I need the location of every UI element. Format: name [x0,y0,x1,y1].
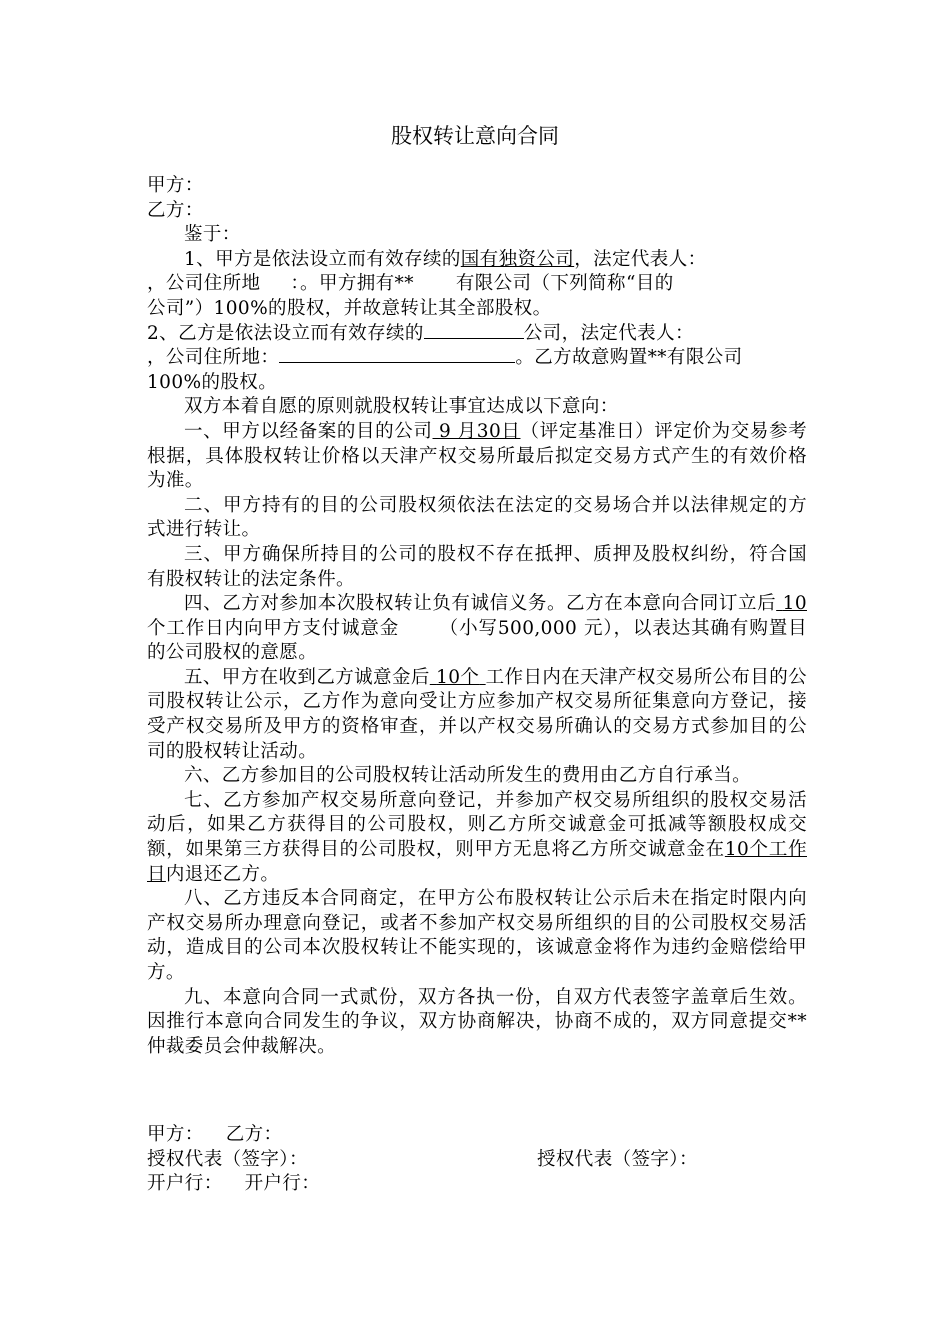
recital-1-line3: 公司”）100%的股权，并故意转让其全部股权。 [147,297,552,319]
clause-6: 六、乙方参加目的公司股权转让活动所发生的费用由乙方自行承当。 [184,765,752,787]
party-b-line: 乙方： [147,199,204,221]
recital-1-line2: ，公司住所地 ：。甲方拥有** 有限公司（下列简称“目的 [147,273,674,295]
document-title: 股权转让意向合同 [391,124,559,148]
recital-1: 1、甲方是依法设立而有效存续的国有独资公司，法定代表人： [184,248,707,270]
payment-days: 10 [782,593,807,615]
intro-line: 双方本着自愿的原则就股权转让事宜达成以下意向： [184,396,619,418]
clause-8: 八、乙方违反本合同商定，在甲方公布股权转让公示后未在指定时限内向产权交易所办理意向登记，或者不参加产权交易所组织的目的公司股权交易活动，造成目的公司本次股权转让不能实现的，该诚意金将作为违约金赔偿给甲方。 [147,888,807,983]
recital-2-line2: ，公司住所地： 。乙方故意购置**有限公司 [147,347,743,369]
signature-block [147,1123,807,1197]
signature-parties [147,1123,807,1148]
company-type: 国有独资公司 [460,248,575,270]
contract-body [147,174,807,1059]
signature-banks [147,1172,807,1197]
clause-3: 三、甲方确保所持目的公司的股权不存在抵押、质押及股权纠纷，符合国有股权转让的法定条件。 [147,543,807,590]
recital-2-line3: 100%的股权。 [147,371,278,393]
sig-party-b: 乙方： [225,1124,283,1145]
party-a-line: 甲方： [147,175,204,196]
signature-reps [147,1148,807,1173]
address-blank [279,346,515,363]
clause-2: 二、甲方持有的目的公司股权须依法在法定的交易场合并以法律规定的方式进行转让。 [147,494,807,541]
whereas-heading: 鉴于： [184,224,241,246]
sig-bank-a: 开户行： [147,1173,223,1195]
refund-days: 10个工作日 [147,839,807,885]
sig-bank-b: 开户行： [244,1173,321,1195]
clause-5: 五、甲方在收到乙方诚意金后 10个 工作日内在天津产权交易所公布目的公司股权转让公示，乙方作为意向受让方应参加产权交易所征集意向方登记，接受产权交易所及甲方的资格审查，并以产权交易所确认的交易方式参加目的公司的股权转让活动。 [147,666,808,762]
sig-rep-b: 授权代表（签字）： [537,1148,698,1170]
recital-2: 2、乙方是依法设立而有效存续的 公司，法定代表人： [147,322,694,344]
valuation-date: 9 月30日 [439,420,521,442]
clause-9: 九、本意向合同一式贰份，双方各执一份，自双方代表签字盖章后生效。因推行本意向合同发生的争议，双方协商解决，协商不成的，双方同意提交**仲裁委员会仲裁解决。 [147,986,807,1057]
clause-7: 七、乙方参加产权交易所意向登记，并参加产权交易所组织的股权交易活动后，如果乙方获得目的公司股权，则乙方所交诚意金可抵减等额股权成交额，如果第三方获得目的公司股权，则甲方无息将乙方所交诚意金在10个工作日内退还乙方。 [147,789,807,885]
sig-rep-a: 授权代表（签字）： [147,1148,308,1170]
sig-party-a: 甲方： [147,1124,204,1145]
clause-1: 一、甲方以经备案的目的公司 9 月30日（评定基准日）评定价为交易参考根据，具体股权转让价格以天津产权交易所最后拟定交易方式产生的有效价格为准。 [147,420,808,492]
publish-days: 10个 [436,666,480,688]
company-name-blank [424,322,524,339]
clause-4: 四、乙方对参加本次股权转让负有诚信义务。乙方在本意向合同订立后 10个工作日内向甲方支付诚意金 （小写500,000 元），以表达其确有购置目的公司股权的意愿。 [147,593,808,664]
